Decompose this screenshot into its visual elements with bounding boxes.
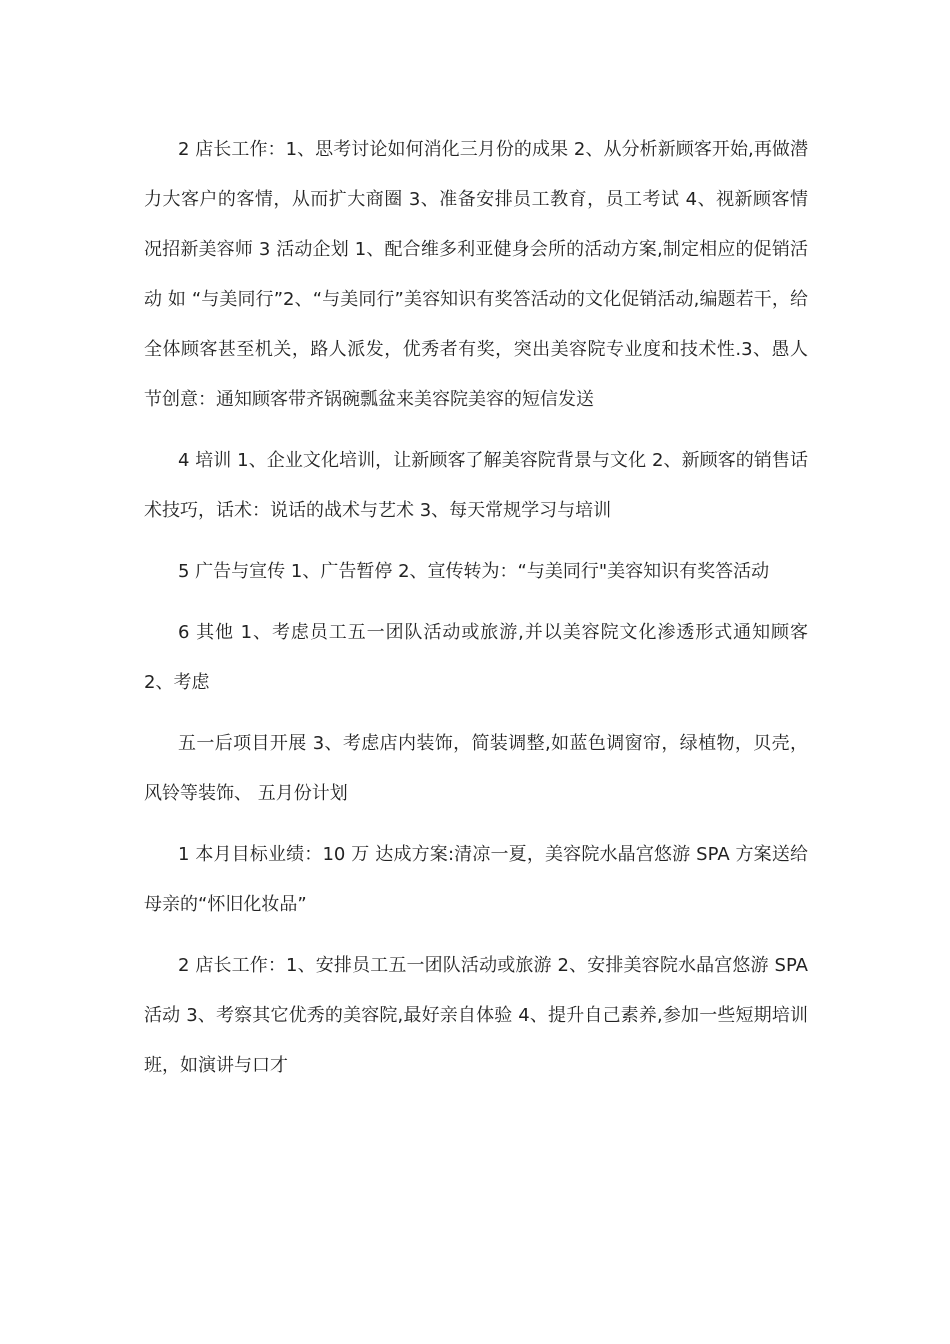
paragraph-store-manager-work: 2 店长工作：1、思考讨论如何消化三月份的成果 2、从分析新顾客开始,再做潜力大客户的客情，从而扩大商圈 3、准备安排员工教育，员工考试 4、视新顾客情况招新美容师 3 活动企划 1、配合维多利亚健身会所的活动方案,制定相应的促销活动 如 “与美同行”2、“与美同行”美容知识有奖答活动的文化促销活动,编题若干，给全体顾客甚至机关，路人派发，优秀者有奖，突出美容院专业度和技术性.3、愚人节创意：通知顾客带齐锅碗瓢盆来美容院美容的短信发送 [144, 139, 808, 410]
paragraph-other: 6 其他 1、考虑员工五一团队活动或旅游,并以美容院文化渗透形式通知顾客 2、考虑 [144, 622, 808, 693]
paragraph-monthly-target: 1 本月目标业绩：10 万 达成方案:清凉一夏，美容院水晶宫悠游 SPA 方案送给母亲的“怀旧化妆品” [144, 844, 808, 915]
paragraph-may-day-projects: 五一后项目开展 3、考虑店内装饰，简装调整,如蓝色调窗帘，绿植物，贝壳，风铃等装饰、 五月份计划 [144, 733, 808, 804]
document-page [144, 125, 808, 1102]
paragraph-training: 4 培训 1、企业文化培训，让新顾客了解美容院背景与文化 2、新顾客的销售话术技巧，话术：说话的战术与艺术 3、每天常规学习与培训 [144, 450, 808, 521]
paragraph-store-manager-work-may: 2 店长工作：1、安排员工五一团队活动或旅游 2、安排美容院水晶宫悠游 SPA 活动 3、考察其它优秀的美容院,最好亲自体验 4、提升自己素养,参加一些短期培训班，如演讲与口才 [144, 955, 808, 1076]
paragraph-advertising: 5 广告与宣传 1、广告暂停 2、宣传转为：“与美同行"美容知识有奖答活动 [178, 561, 770, 582]
